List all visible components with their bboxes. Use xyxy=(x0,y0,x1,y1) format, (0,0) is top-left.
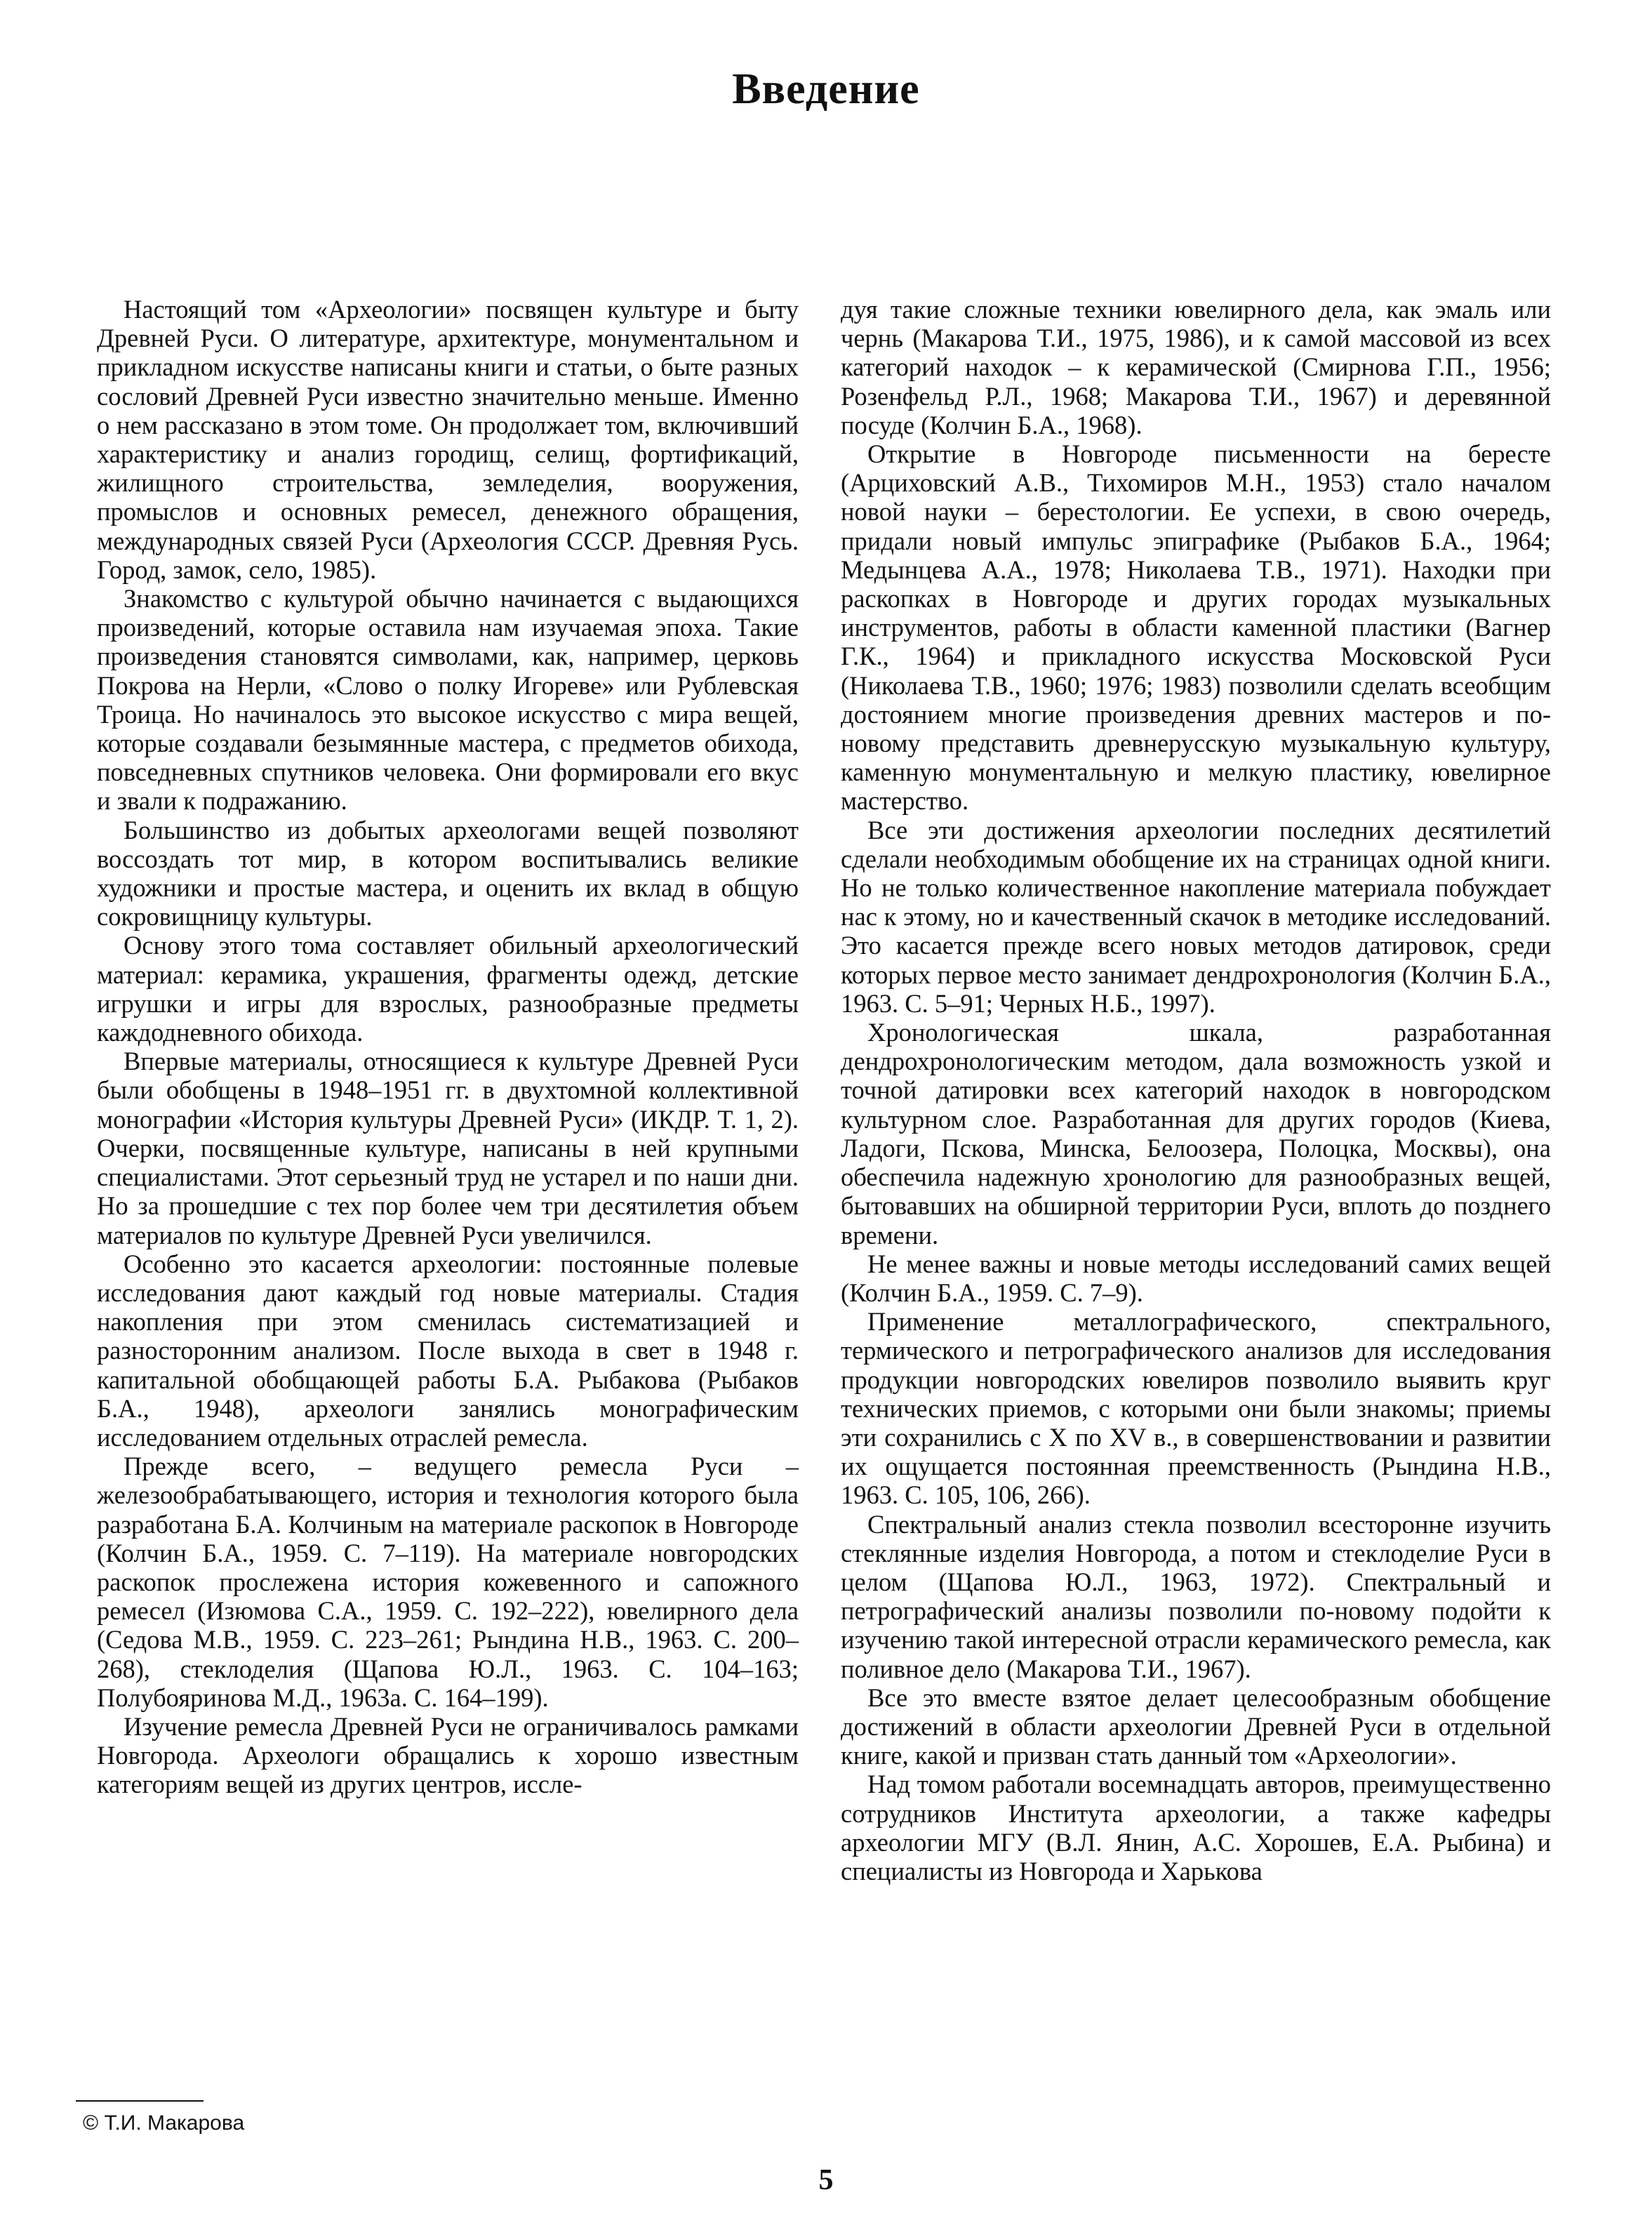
paragraph: Применение металлографического, спектрального, термического и петрографического анализов для исследования продукции новгородских ювелиров позволило выявить круг технических приемов, с которыми они были знакомы; приемы эти сохранились с X по XV в., в совершенствовании и развитии их ощущается постоянная преемственность (Рындина Н.В., 1963. С. 105, 106, 266). xyxy=(841,1307,1551,1510)
paragraph: Прежде всего, – ведущего ремесла Руси – железообрабатывающего, история и технология которого была разработана Б.А. Колчиным на материале раскопок в Новгороде (Колчин Б.А., 1959. С. 7–119). На материале новгородских раскопок прослежена история кожевенного и сапожного ремесел (Изюмова С.А., 1959. С. 192–222), ювелирного дела (Седова М.В., 1959. С. 223–261; Рындина Н.В., 1963. С. 200–268), стеклоделия (Щапова Ю.Л., 1963. С. 104–163; Полубояринова М.Д., 1963а. С. 164–199). xyxy=(97,1452,799,1712)
paragraph: Основу этого тома составляет обильный археологический материал: керамика, украшения, фрагменты одежд, детские игрушки и игры для взрослых, разнообразные предметы каждодневного обихода. xyxy=(97,931,799,1047)
paragraph: Знакомство с культурой обычно начинается с выдающихся произведений, которые оставила нам изучаемая эпоха. Такие произведения становятся символами, как, например, церковь Покрова на Нерли, «Слово о полку Игореве» или Рублевская Троица. Но начиналось это высокое искусство с мира вещей, которые создавали безымянные мастера, с предметов обихода, повседневных спутников человека. Они формировали его вкус и звали к подражанию. xyxy=(97,584,799,816)
paragraph: Хронологическая шкала, разработанная дендрохронологическим методом, дала возможность узкой и точной датировки всех категорий находок в новгородском культурном слое. Разработанная для других городов (Киева, Ладоги, Пскова, Минска, Белоозера, Полоцка, Москвы), она обеспечила надежную хронологию для разнообразных вещей, бытовавших на обширной территории Руси, вплоть до позднего времени. xyxy=(841,1018,1551,1249)
paragraph: Изучение ремесла Древней Руси не ограничивалось рамками Новгорода. Археологи обращались к хорошо известным категориям вещей из других центров, иссле- xyxy=(97,1711,799,1799)
right-column xyxy=(841,295,1551,1885)
paragraph: Все это вместе взятое делает целесообразным обобщение достижений в области археологии Древней Руси в отдельной книге, какой и призван стать данный том «Археологии». xyxy=(841,1683,1551,1770)
paragraph: Спектральный анализ стекла позволил всесторонне изучить стеклянные изделия Новгорода, а потом и стеклоделие Руси в целом (Щапова Ю.Л., 1963, 1972). Спектральный и петрографический анализы позволили по-новому подойти к изучению такой интересной отрасли керамического ремесла, как поливное дело (Макарова Т.И., 1967). xyxy=(841,1509,1551,1683)
left-column xyxy=(97,295,799,1799)
paragraph: Большинство из добытых археологами вещей позволяют воссоздать тот мир, в котором воспитывались великие художники и простые мастера, и оценить их вклад в общую сокровищницу культуры. xyxy=(97,815,799,931)
footnote-divider xyxy=(76,2100,204,2102)
paragraph: Все эти достижения археологии последних десятилетий сделали необходимым обобщение их на страницах одной книги. Но не только количественное накопление материала побуждает нас к этому, но и качественный скачок в методике исследований. Это касается прежде всего новых методов датировок, среди которых первое место занимает дендрохронология (Колчин Б.А., 1963. С. 5–91; Черных Н.Б., 1997). xyxy=(841,815,1551,1018)
paragraph: Особенно это касается археологии: постоянные полевые исследования дают каждый год новые материалы. Стадия накопления при этом сменилась систематизацией и разносторонним анализом. После выхода в свет в 1948 г. капитальной обобщающей работы Б.А. Рыбакова (Рыбаков Б.А., 1948), археологи занялись монографическим исследованием отдельных отраслей ремесла. xyxy=(97,1249,799,1452)
paragraph: Над томом работали восемнадцать авторов, преимущественно сотрудников Института археологии, а также кафедры археологии МГУ (В.Л. Янин, А.С. Хорошев, Е.А. Рыбина) и специалисты из Новгорода и Харькова xyxy=(841,1770,1551,1885)
paragraph: Открытие в Новгороде письменности на бересте (Арциховский А.В., Тихомиров М.Н., 1953) стало началом новой науки – берестологии. Ее успехи, в свою очередь, придали новый импульс эпиграфике (Рыбаков Б.А., 1964; Медынцева А.А., 1978; Николаева Т.В., 1971). Находки при раскопках в Новгороде и других городах музыкальных инструментов, работы в области каменной пластики (Вагнер Г.К., 1964) и прикладного искусства Московской Руси (Николаева Т.В., 1960; 1976; 1983) позволили сделать всеобщим достоянием многие произведения древних мастеров и по-новому представить древнерусскую музыкальную культуру, каменную монументальную и мелкую пластику, ювелирное мастерство. xyxy=(841,439,1551,816)
paragraph: дуя такие сложные техники ювелирного дела, как эмаль или чернь (Макарова Т.И., 1975, 1986), и к самой массовой из всех категорий находок – к керамической (Смирнова Г.П., 1956; Розенфельд Р.Л., 1968; Макарова Т.И., 1967) и деревянной посуде (Колчин Б.А., 1968). xyxy=(841,295,1551,439)
paragraph: Не менее важны и новые методы исследований самих вещей (Колчин Б.А., 1959. С. 7–9). xyxy=(841,1249,1551,1307)
paragraph: Настоящий том «Археологии» посвящен культуре и быту Древней Руси. О литературе, архитектуре, монументальном и прикладном искусстве написаны книги и статьи, о быте разных сословий Древней Руси известно значительно меньше. Именно о нем рассказано в этом томе. Он продолжает том, включивший характеристику и анализ городищ, селищ, фортификаций, жилищного строительства, земледелия, вооружения, промыслов и основных ремесел, денежного обращения, международных связей Руси (Археология СССР. Древняя Русь. Город, замок, село, 1985). xyxy=(97,295,799,584)
paragraph: Впервые материалы, относящиеся к культуре Древней Руси были обобщены в 1948–1951 гг. в двухтомной коллективной монографии «История культуры Древней Руси» (ИКДР. Т. 1, 2). Очерки, посвященные культуре, написаны в ней крупными специалистами. Этот серьезный труд не устарел и по наши дни. Но за прошедшие с тех пор более чем три десятилетия объем материалов по культуре Древней Руси увеличился. xyxy=(97,1047,799,1249)
footnote-copyright: © Т.И. Макарова xyxy=(83,2111,245,2135)
page-title: Введение xyxy=(732,65,920,113)
page-number: 5 xyxy=(818,2164,834,2196)
